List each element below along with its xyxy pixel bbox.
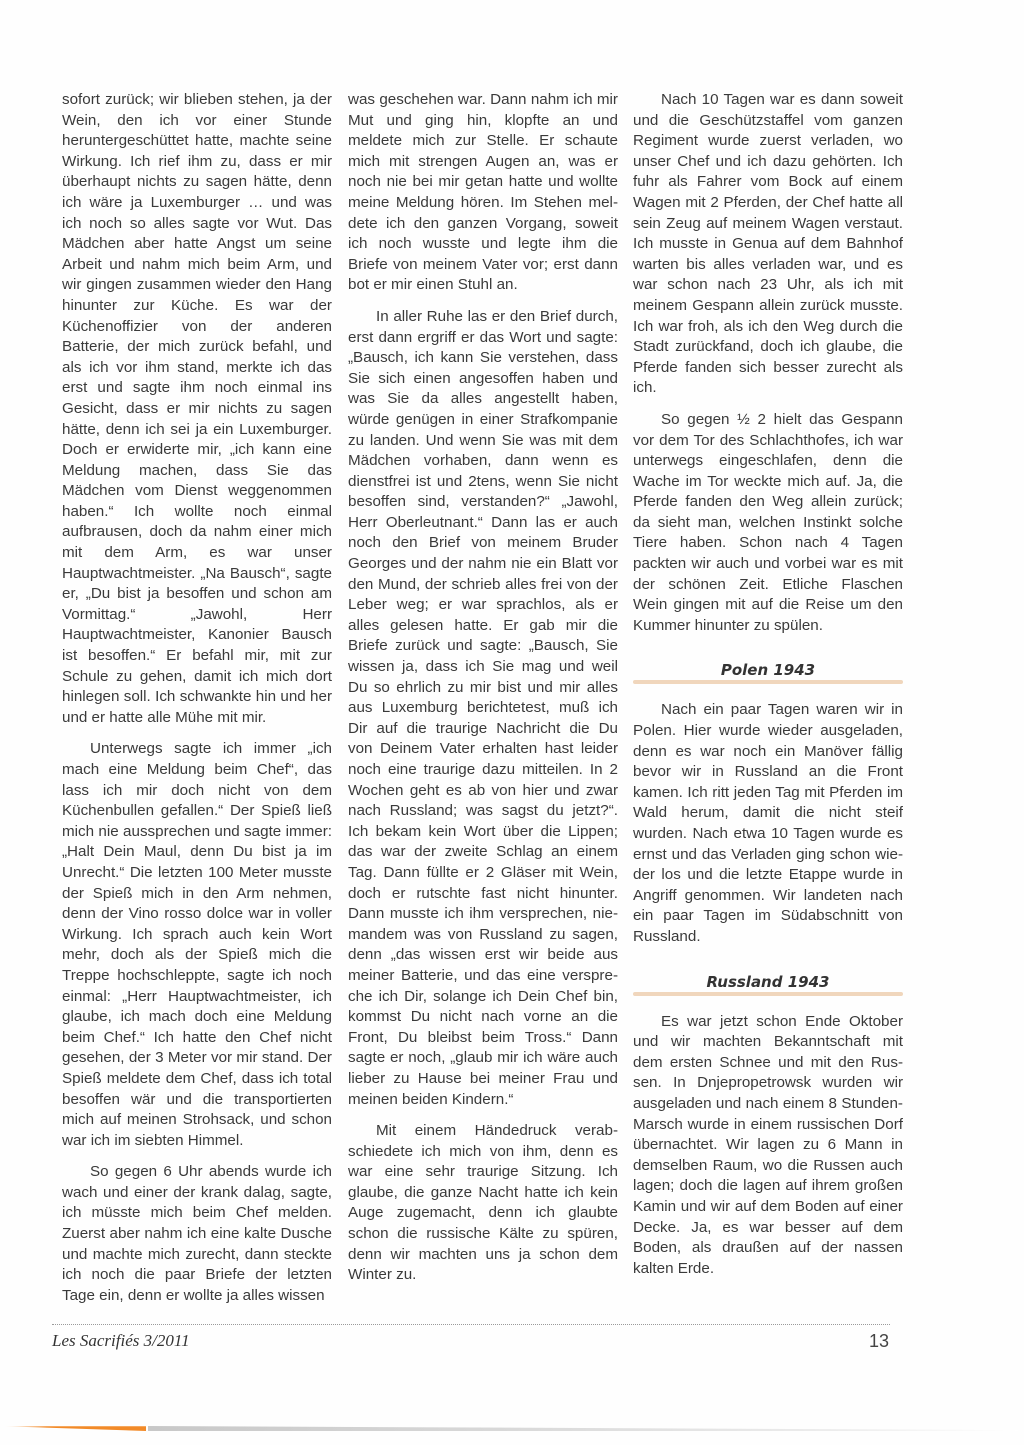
bottom-accent-stripe <box>0 1425 1024 1431</box>
text-column-3 <box>633 90 903 1290</box>
page-number: 13 <box>868 1331 889 1351</box>
publication-title: Les Sacrifiés 3/2011 <box>52 1331 190 1350</box>
paragraph: Es war jetzt schon Ende Oktober und wir machten Bekanntschaft mit dem ersten Schnee und mit den Russen. In Dnjepropetrowsk wurden wir ausgeladen und nach einem 8 Stunden-Marsch wurde in einem russischen Dorf übernachtet. Wir lagen zu 6 Mann in demselben Raum, wo die Russen auch lagen; doch die lagen auf ihrem großen Kamin und wir auf dem Boden auf einer Decke. Ja, es war besser auf dem Boden, als draußen auf der nassen kalten Erde. <box>633 1012 903 1277</box>
paragraph: Mit einem Händedruck verabschiedete ich mich von ihm, denn es war eine sehr traurige Sitzung. Ich glaube, die ganze Nacht hatte ich kein Auge zugemacht, denn ich glaubte schon die russische Kälte zu spüren, denn wir machten uns ja schon dem Winter zu. <box>348 1122 618 1284</box>
paragraph: So gegen ½ 2 hielt das Gespann vor dem Tor des Schlachthofes, ich war unterwegs eingeschlafen, denn die Wache im Tor weckte mich auf. Ja, die Pferde fanden den Weg allein zurück; da sieht man, welchen Instinkt solche Tiere haben. Schon nach 4 Tagen packten wir auch und vorbei war es mit der schönen Zeit. Etliche Flaschen Wein gingen mit auf die Reise um den Kummer hinunter zu spülen. <box>633 410 903 634</box>
heading-underline-bar <box>633 992 903 996</box>
text-column-2 <box>348 90 618 1297</box>
paragraph: sofort zurück; wir blieben stehen, ja der Wein, den ich vor einer Stunde heruntergeschüttet hatte, machte seine Wirkung. Ich rief ihm zu, dass er mir überhaupt nichts zu sagen hätte, denn ich wäre ja Luxemburger … und was ich noch so alles sagte vor Wut. Das Mädchen aber hatte Angst um seine Arbeit und nahm mich beim Arm, und wir gingen zusammen wieder den Hang hinunter zur Küche. Es war der Küchenoffizier von der anderen Batterie, der mich zurück befahl, und als ich vor ihm stand, merkte ich das erst und sagte ihm noch einmal ins Gesicht, dass er mir nichts zu sagen hätte, denn ich sei ja ein Luxemburger. Doch er erwiderte mir, „ich kann eine Meldung machen, dass Sie das Mädchen vom Dienst weggenommen haben.“ Ich wollte noch einmal aufbrausen, doch da nahm einer mich mit dem Arm, es war unser Hauptwachtmeister. „Na Bausch“, sagte er, „Du bist ja besoffen und schon am Vormittag.“ „Jawohl, Herr Hauptwachtmeister, Kanonier Bausch ist besoffen.“ Er befahl mir, mit zur Schule zu gehen, damit ich mich dort hinlegen soll. Ich schwankte hin und her und er hatte alle Mühe mit mir. <box>62 91 332 726</box>
paragraph: Nach 10 Tagen war es dann soweit und die Geschützstaffel vom ganzen Regiment wurde zuerst verladen, wo unser Chef und ich dazu gehörten. Ich fuhr als Fahrer vom Bock auf einem Wagen mit 2 Pferden, der Chef hatte all sein Zeug auf meinem Wagen verstaut. Ich musste in Genua auf dem Bahnhof warten bis alles verladen war, und es war schon nach 23 Uhr, als ich mit meinem Gespann allein zurück musste. Ich war froh, als ich den Weg durch die Stadt zurückfand, doch ich glaube, die Pferde fanden sich besser zurecht als ich. <box>633 91 903 397</box>
text-column-1 <box>62 90 332 1317</box>
section-heading-polen <box>633 660 903 684</box>
paragraph: So gegen 6 Uhr abends wurde ich wach und einer der krank dalag, sagte, ich müsste mich beim Chef melden. Zuerst aber nahm ich eine kalte Dusche und machte mich zurecht, dann steckte ich noch die paar Briefe der letzten Tage ein, denn er wollte ja alles wissen <box>62 1163 332 1304</box>
grey-accent-bar <box>148 1426 1018 1431</box>
heading-underline-bar <box>633 680 903 684</box>
paragraph: In aller Ruhe las er den Brief durch, erst dann ergriff er das Wort und sagte: „Bausch, ich kann Sie verstehen, dass Sie sich einen angesoffen haben und was Sie da alles angestellt haben, würde genügen in einer Strafkompanie zu landen. Und wenn Sie was mit dem Mädchen vorhaben, dann wenn es dienstfrei ist und 2tens, wenn Sie nicht besoffen sind, verstanden?“ „Jawohl, Herr Oberleutnant.“ Dann las er auch noch den Brief von meinem Bruder Georges und der nahm nie ein Blatt vor den Mund, der schrieb alles frei von der Leber weg; er war sprachlos, als er alles gelesen hatte. Er gab mir die Briefe zurück und sagte: „Bausch, Sie wissen ja, dass ich Sie mag und weil Du so ehrlich zu mir bist und mir alles aus Luxemburg berichtetest, muß ich Dir auf die traurige Nachricht die Du von Deinem Vater erhalten hast leider noch eine traurige dazu mitteilen. In 2 Wochen geht es ab von hier und zwar nach Russland; was sagst du jetzt?“. Ich bekam kein Wort über die Lippen; das war der zweite Schlag an einem Tag. Dann füllte er 2 Gläser mit Wein, doch er rutschte fast nicht hinunter. Dann musste ich ihm versprechen, niemandem was von Russland zu sagen, denn „das wissen erst wir beide aus meiner Batterie, und das eine verspreche ich Dir, solange ich Dein Chef bin, kommst Du nicht nach vorne an die Front, Du bleibst beim Tross.“ Dann sagte er noch, „glaub mir ich wäre auch lieber zu Hause bei meiner Frau und meinen beiden Kindern.“ <box>348 307 618 1108</box>
heading-label: Russland 1943 <box>706 972 830 991</box>
footer-divider <box>52 1324 890 1325</box>
section-heading-russland <box>633 972 903 996</box>
paragraph: Nach ein paar Tagen waren wir in Polen. Hier wurde wieder ausgeladen, denn es war noch ein Manöver fällig bevor wir in Russland an die Front kamen. Ich ritt jeden Tag mit Pferden im Wald herum, damit die nicht steif wurden. Nach etwa 10 Tagen wurde es ernst und das Verladen ging schon wieder los und die letzte Etappe wurde in Angriff genommen. Wir landeten nach ein paar Tagen im Südabschnitt von Russland. <box>633 701 903 945</box>
paragraph: was geschehen war. Dann nahm ich mir Mut und ging hin, klopfte an und meldete mich zur Stelle. Er schaute mich mit strengen Augen an, was er noch nie bei mir getan hatte und wollte meine Meldung hören. Im Stehen meldete ich den ganzen Vorgang, soweit ich noch wusste und legte ihm die Briefe von meinem Vater vor; erst dann bot er mir einen Stuhl an. <box>348 91 618 294</box>
paragraph: Unterwegs sagte ich immer „ich mach eine Meldung beim Chef“, das lass ich mir doch nicht von dem Küchenbullen gefallen.“ Der Spieß ließ mich nie aussprechen und sagte immer: „Halt Dein Maul, denn Du bist ja im Unrecht.“ Die letzten 100 Meter musste der Spieß mich in den Arm nehmen, denn der Vino rosso dolce war in voller Wirkung. Ich sprach auch kein Wort mehr, doch als der Spieß mich die Treppe hochschleppte, sagte ich noch einmal: „Herr Hauptwachtmeister, ich glaube, ich mach doch eine Meldung beim Chef.“ Ich hatte den Chef nicht gesehen, der 3 Meter vor mir stand. Der Spieß meldete dem Chef, dass ich total besoffen wär und die transportierten mich auf meinen Strohsack, und schon war ich im siebten Himmel. <box>62 740 332 1149</box>
orange-accent-bar <box>4 1425 146 1431</box>
heading-label: Polen 1943 <box>720 661 816 680</box>
